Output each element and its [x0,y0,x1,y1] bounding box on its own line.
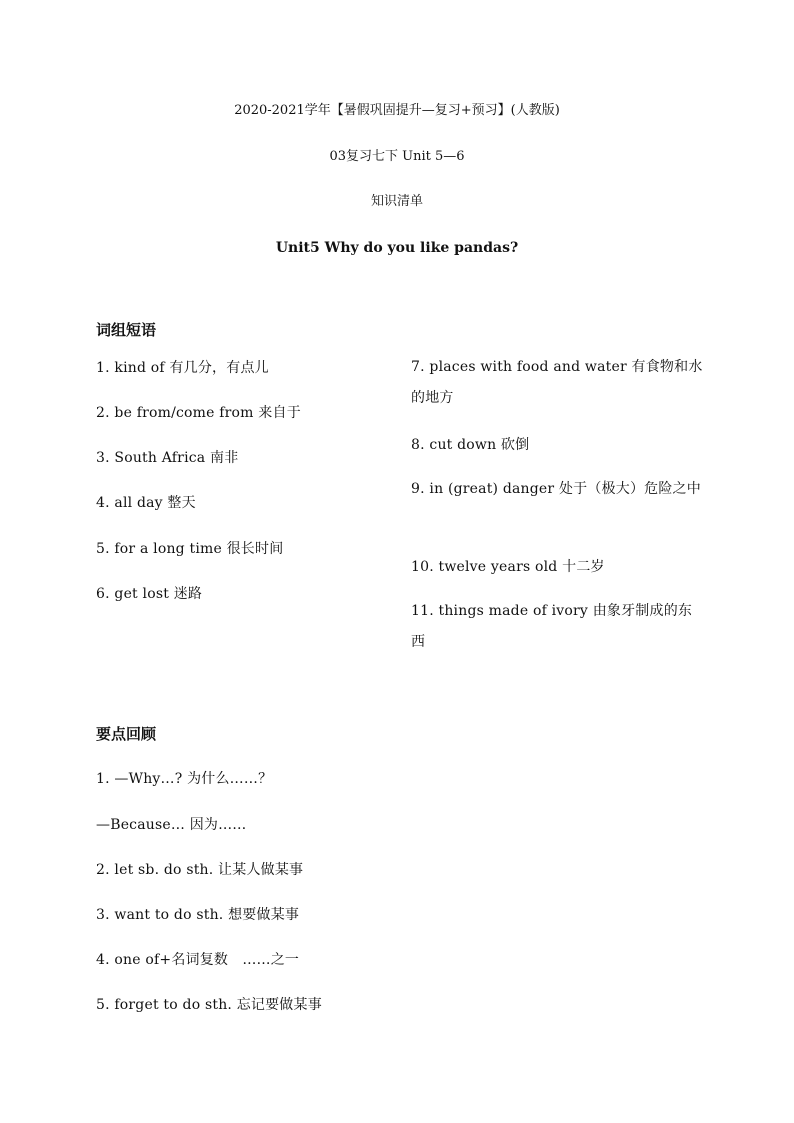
unit-title: Unit5 Why do you like pandas? [275,240,519,256]
document-subtitle: 03复习七下 Unit 5—6 [329,149,465,164]
list-item: 3. South Africa 南非 [96,450,239,466]
list-item: 1. kind of 有几分，有点儿 [96,360,269,376]
list-item: 1. —Why…? 为什么……？ [96,771,273,787]
knowledge-list-label: 知识清单 [370,194,423,209]
list-item: 6. get lost 迷路 [96,586,203,602]
list-item: 5. for a long time 很长时间 [96,541,284,557]
phrases-heading: 词组短语 [96,321,157,339]
list-item: 10. twelve years old 十二岁 [411,559,605,575]
document-title: 2020-2021学年【暑假巩固提升—复习+预习】(人教版) [234,103,560,118]
review-heading: 要点回顾 [96,725,157,743]
list-item: 2. be from/come from 来自于 [96,405,301,421]
list-item: 4. all day 整天 [96,495,196,511]
list-item: 8. cut down 砍倒 [411,437,530,453]
list-item: 3. want to do sth. 想要做某事 [96,907,300,923]
list-item: 11. things made of ivory 由象牙制成的东西 [411,603,693,650]
list-item: 5. forget to do sth. 忘记要做某事 [96,997,322,1013]
list-item: 7. places with food and water 有食物和水的地方 [411,359,703,406]
list-item: —Because… 因为…… [96,817,247,833]
list-item: 4. one of+名词复数 ……之一 [96,952,300,968]
list-item: 2. let sb. do sth. 让某人做某事 [96,862,304,878]
list-item: 9. in (great) danger 处于（极大）危险之中 [411,481,701,497]
